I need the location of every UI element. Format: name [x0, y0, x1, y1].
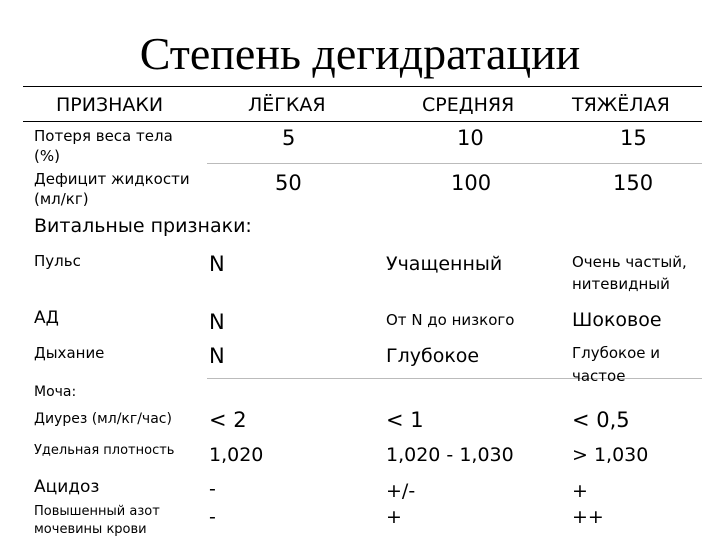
density-severe: > 1,030	[572, 444, 649, 466]
page-title: Степень дегидратации	[139, 28, 581, 79]
breathing-moderate: Глубокое	[386, 345, 480, 367]
row-divider	[207, 378, 702, 379]
breathing-severe: Глубокое и	[572, 344, 661, 362]
label-density: Удельная плотность	[34, 443, 175, 458]
breathing-severe-line2: частое	[572, 367, 626, 385]
label-acidosis: Ацидоз	[34, 477, 100, 497]
acidosis-mild: -	[209, 478, 216, 500]
weight-loss-moderate: 10	[457, 126, 484, 150]
acidosis-moderate: +/-	[386, 480, 416, 502]
table-top-border	[23, 86, 702, 87]
label-blood-pressure: АД	[34, 308, 59, 328]
pulse-moderate: Учащенный	[386, 253, 503, 275]
urea-mild: -	[209, 506, 216, 528]
breathing-mild: N	[209, 344, 225, 368]
urea-moderate: +	[386, 506, 402, 528]
header-divider	[23, 121, 702, 122]
pulse-severe-line2: нитевидный	[572, 275, 670, 293]
label-blood-urea-line2: мочевины крови	[34, 522, 147, 537]
label-weight-loss: Потеря веса тела	[34, 127, 173, 145]
label-blood-urea: Повышенный азот	[34, 504, 160, 519]
label-breathing: Дыхание	[34, 344, 105, 362]
diuresis-severe: < 0,5	[572, 408, 630, 432]
bp-severe: Шоковое	[572, 309, 662, 331]
density-moderate: 1,020 - 1,030	[386, 444, 514, 466]
diuresis-mild: < 2	[209, 408, 247, 432]
weight-loss-severe: 15	[620, 126, 647, 150]
label-fluid-deficit: Дефицит жидкости	[34, 170, 190, 188]
urine-heading: Моча:	[34, 384, 77, 400]
diuresis-moderate: < 1	[386, 408, 424, 432]
header-moderate: СРЕДНЯЯ	[422, 94, 515, 116]
label-weight-loss-unit: (%)	[34, 147, 60, 165]
vital-signs-heading: Витальные признаки:	[34, 215, 252, 237]
weight-loss-mild: 5	[282, 126, 296, 150]
bp-mild: N	[209, 310, 225, 334]
pulse-severe: Очень частый,	[572, 253, 687, 271]
pulse-mild: N	[209, 252, 225, 276]
bp-moderate: От N до низкого	[386, 311, 515, 329]
header-mild: ЛЁГКАЯ	[248, 94, 326, 116]
fluid-deficit-severe: 150	[613, 171, 654, 195]
row-divider	[207, 163, 702, 164]
header-severe: ТЯЖЁЛАЯ	[572, 94, 670, 116]
label-pulse: Пульс	[34, 252, 81, 270]
label-diuresis: Диурез (мл/кг/час)	[34, 411, 172, 427]
header-signs: ПРИЗНАКИ	[56, 94, 164, 116]
urea-severe: ++	[572, 506, 604, 528]
fluid-deficit-moderate: 100	[451, 171, 492, 195]
label-fluid-deficit-unit: (мл/кг)	[34, 190, 89, 208]
fluid-deficit-mild: 50	[275, 171, 302, 195]
density-mild: 1,020	[209, 444, 264, 466]
acidosis-severe: +	[572, 480, 588, 502]
